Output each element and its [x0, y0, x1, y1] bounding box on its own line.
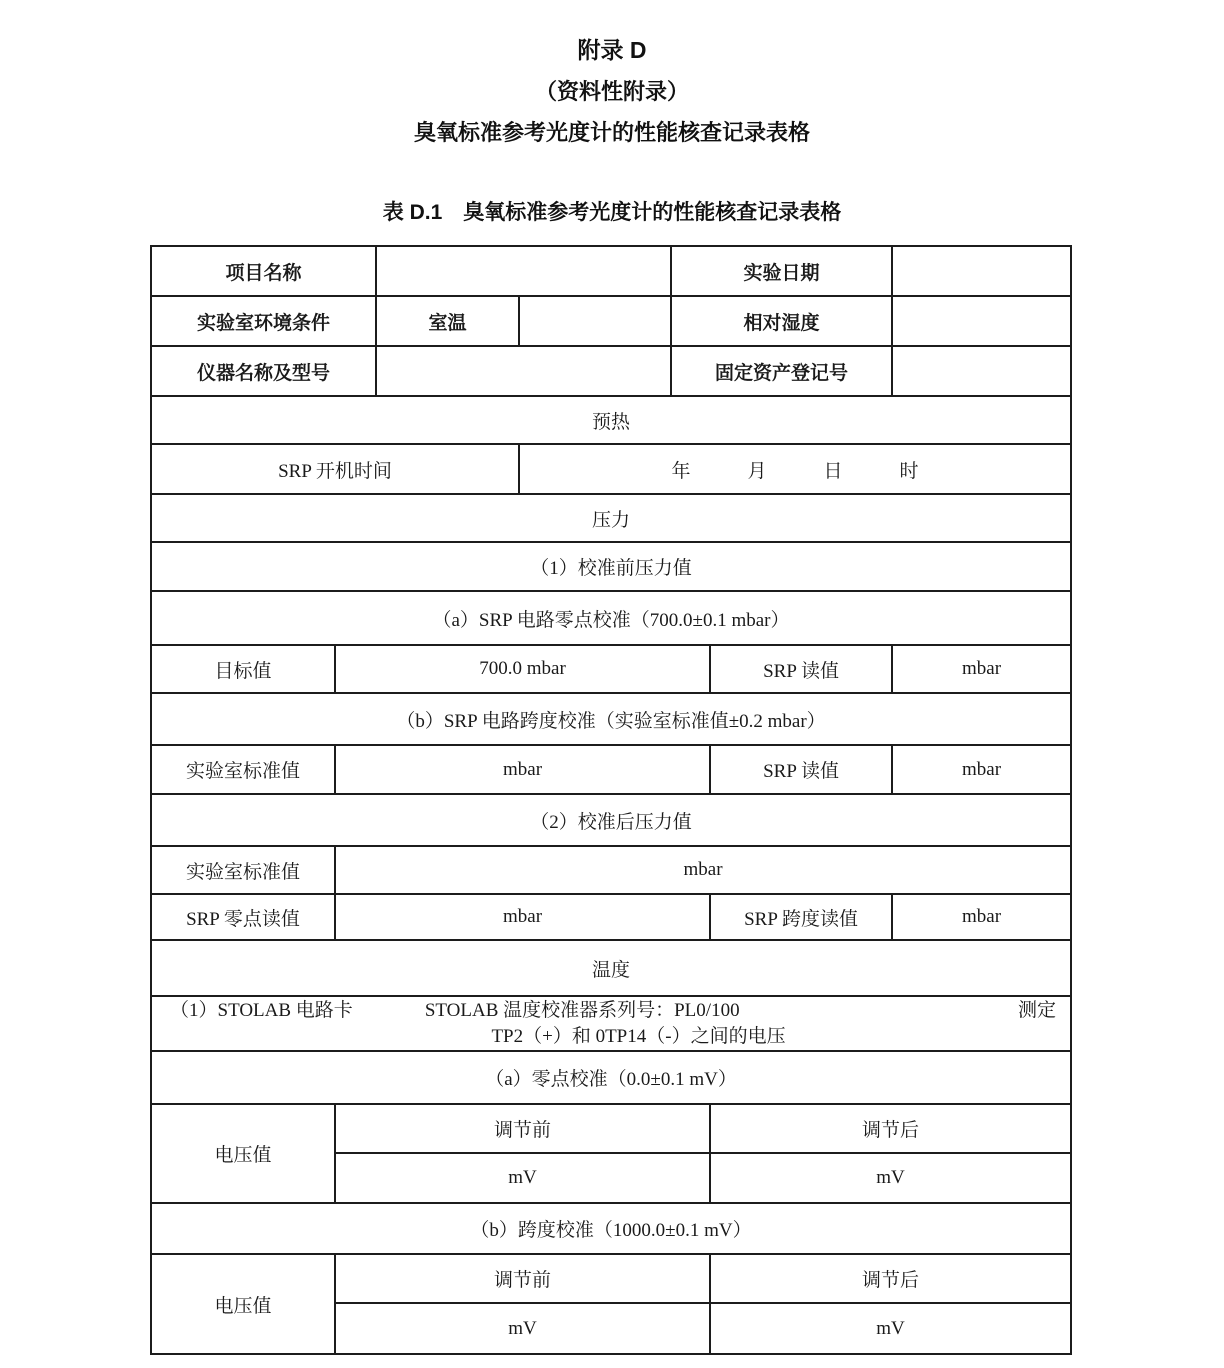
lab-std-label: 实验室标准值	[151, 846, 335, 894]
srp-zero-cal-label: （a）SRP 电路零点校准（700.0±0.1 mbar）	[151, 591, 1071, 645]
srp-reading-label: SRP 读值	[710, 645, 892, 693]
table-row	[151, 1104, 1071, 1153]
srp-span-cal-label: （b）SRP 电路跨度校准（实验室标准值±0.2 mbar）	[151, 693, 1071, 745]
table-row	[151, 542, 1071, 591]
before-adjust-label: 调节前	[335, 1104, 710, 1153]
srp-span-reading-unit-cell: mbar	[892, 894, 1071, 940]
appendix-title: 附录 D	[577, 37, 647, 63]
stolab-serial-label: STOLAB 温度校准器系列号：PL0/100	[424, 999, 740, 1021]
project-name-label: 项目名称	[151, 246, 376, 296]
table-row	[151, 1051, 1071, 1104]
table-row	[151, 346, 1071, 396]
table-row	[151, 494, 1071, 542]
preheat-section-label: 预热	[151, 396, 1071, 444]
srp-start-time-label: SRP 开机时间	[151, 444, 519, 494]
table-row	[151, 645, 1071, 693]
exp-date-label: 实验日期	[671, 246, 892, 296]
table-row	[151, 894, 1071, 940]
srp-reading-unit-cell: mbar	[892, 645, 1071, 693]
appendix-type-subtitle: （资料性附录）	[534, 79, 689, 104]
lab-std-value-cell: mbar	[335, 745, 710, 794]
table-row	[151, 1203, 1071, 1254]
stolab-line1	[152, 998, 1070, 1024]
before-adjust-value-cell: mV	[335, 1153, 710, 1203]
lab-std-value-wide-cell: mbar	[335, 846, 1071, 894]
after-adjust-label: 调节后	[710, 1254, 1071, 1303]
pressure-section-label: 压力	[151, 494, 1071, 542]
pre-cal-pressure-label: （1）校准前压力值	[151, 542, 1071, 591]
lab-env-label: 实验室环境条件	[151, 296, 376, 346]
target-label: 目标值	[151, 645, 335, 693]
rel-humidity-label: 相对湿度	[671, 296, 892, 346]
appendix-name-title: 臭氧标准参考光度计的性能核查记录表格	[413, 120, 810, 145]
asset-no-label: 固定资产登记号	[671, 346, 892, 396]
rel-humidity-input-cell	[892, 296, 1071, 346]
before-adjust-value-cell: mV	[335, 1303, 710, 1354]
after-adjust-label: 调节后	[710, 1104, 1071, 1153]
exp-date-input-cell	[892, 246, 1071, 296]
performance-check-form-table	[150, 245, 1072, 1355]
table-row	[151, 591, 1071, 645]
project-name-input-cell	[376, 246, 671, 296]
room-temp-label: 室温	[376, 296, 519, 346]
target-value: 700.0 mbar	[335, 645, 710, 693]
voltage-label: 电压值	[151, 1254, 335, 1354]
table-row	[151, 1254, 1071, 1303]
srp-zero-reading-label: SRP 零点读值	[151, 894, 335, 940]
asset-no-input-cell	[892, 346, 1071, 396]
table-row	[151, 846, 1071, 894]
voltage-label: 电压值	[151, 1104, 335, 1203]
srp-start-time-value-cell: 年 月 日 时	[519, 444, 1071, 494]
table-row	[151, 745, 1071, 794]
table-row	[151, 296, 1071, 346]
table-row	[151, 396, 1071, 444]
room-temp-input-cell	[519, 296, 671, 346]
temperature-section-label: 温度	[151, 940, 1071, 996]
stolab-line2: TP2（+）和 0TP14（-）之间的电压	[491, 1025, 786, 1047]
table-row	[151, 794, 1071, 846]
temp-span-cal-label: （b）跨度校准（1000.0±0.1 mV）	[151, 1203, 1071, 1254]
table-caption: 表 D.1 臭氧标准参考光度计的性能核查记录表格	[382, 201, 842, 224]
stolab-circuit-card-label: （1）STOLAB 电路卡	[170, 999, 353, 1021]
srp-reading-unit-cell: mbar	[892, 745, 1071, 794]
srp-zero-reading-unit-cell: mbar	[335, 894, 710, 940]
stolab-measure-label: 测定	[1018, 999, 1057, 1021]
table-row	[151, 444, 1071, 494]
after-adjust-value-cell: mV	[710, 1153, 1071, 1203]
table-row	[151, 940, 1071, 996]
srp-reading-label: SRP 读值	[710, 745, 892, 794]
after-adjust-value-cell: mV	[710, 1303, 1071, 1354]
table-row	[151, 246, 1071, 296]
post-cal-pressure-label: （2）校准后压力值	[151, 794, 1071, 846]
lab-std-label: 实验室标准值	[151, 745, 335, 794]
srp-span-reading-label: SRP 跨度读值	[710, 894, 892, 940]
temp-zero-cal-label: （a）零点校准（0.0±0.1 mV）	[151, 1051, 1071, 1104]
instrument-label: 仪器名称及型号	[151, 346, 376, 396]
stolab-description-cell	[151, 996, 1071, 1051]
table-row	[151, 693, 1071, 745]
table-row	[151, 996, 1071, 1051]
instrument-input-cell	[376, 346, 671, 396]
before-adjust-label: 调节前	[335, 1254, 710, 1303]
